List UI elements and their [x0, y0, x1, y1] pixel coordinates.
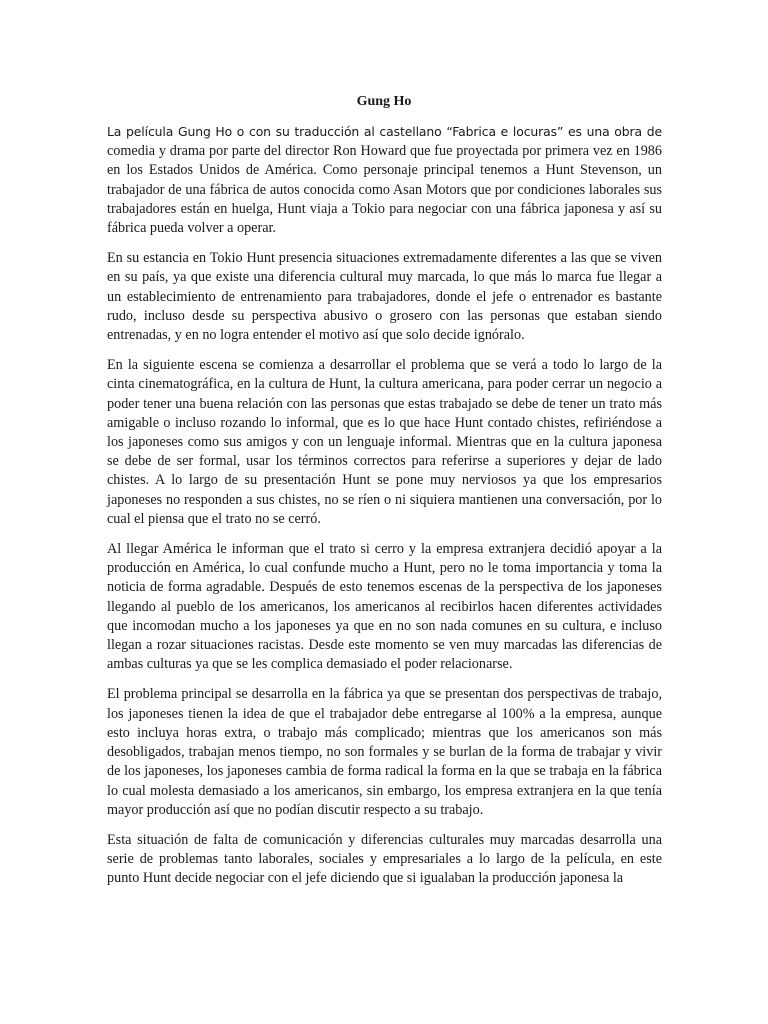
document-title: Gung Ho — [356, 94, 412, 109]
paragraph-1-intro: La película Gung Ho o con su traducción al castellano “Fabrica e locuras” es una obra de — [107, 124, 662, 139]
paragraph-1-rest: comedia y drama por parte del director Ron Howard que fue proyectada por primera vez en 1986 en los Estados Unidos de América. Como personaje principal tenemos a Hunt Stevenson, un trabajador de una fábrica de autos conocida como Asan Motors que por condiciones laborales sus trabajadores están en huelga, Hunt viaja a Tokio para negociar con una fábrica japonesa y así su fábrica pueda volver a operar. — [107, 143, 662, 237]
paragraph-4: Al llegar América le informan que el trato si cerro y la empresa extranjera decidió apoyar a la producción en América, lo cual confunde mucho a Hunt, pero no le toma importancia y toma la noticia de forma agradable. Después de esto tenemos escenas de la perspectiva de los japoneses llegando al pueblo de los americanos, los americanos al recibirlos hacen diferentes actividades que incomodan mucho a los japoneses ya que en no son nada comunes en su cultura, e incluso llegan a rozar situaciones racistas. Desde este momento se ven muy marcadas las diferencias de ambas culturas ya que se les complica demasiado el poder relacionarse. — [107, 541, 662, 673]
paragraph-2: En su estancia en Tokio Hunt presencia situaciones extremadamente diferentes a las que se viven en su país, ya que existe una diferencia cultural muy marcada, lo que más lo marca fue llegar a un establecimiento de entrenamiento para trabajadores, donde el jefe o entrenador es bastante rudo, incluso desde su perspectiva abusivo o grosero con las personas que estaban siendo entrenadas, y en no logra entender el motivo así que solo decide ignóralo. — [107, 250, 662, 344]
document-body — [107, 122, 662, 889]
paragraph-3: En la siguiente escena se comienza a desarrollar el problema que se verá a todo lo largo de la cinta cinematográfica, en la cultura de Hunt, la cultura americana, para poder cerrar un negocio a poder tener una buena relación con las personas que estas trabajado se debe de tener un trato más amigable o incluso rozando lo informal, que es lo que hace Hunt contado chistes, refiriéndose a los japoneses como sus amigos y con un lenguaje informal. Mientras que en la cultura japonesa se debe de ser formal, usar los términos correctos para referirse a superiores y dejar de lado chistes. A lo largo de su presentación Hunt se pone muy nerviosos ya que los empresarios japoneses no responden a sus chistes, no se ríen o ni siquiera mantienen una conversación, por lo cual el piensa que el trato no se cerró. — [107, 357, 662, 527]
paragraph-5: El problema principal se desarrolla en la fábrica ya que se presentan dos perspectivas de trabajo, los japoneses tienen la idea de que el trabajador debe entregarse al 100% a la empresa, aunque esto incluya horas extra, o trabajo más complicado; mientras que los americanos son más desobligados, trabajan menos tiempo, no son formales y se burlan de la forma de trabajar y vivir de los japoneses, los japoneses cambia de forma radical la forma en la que se trabaja en la fábrica lo cual molesta demasiado a los americanos, sin embargo, los empresa extranjera en la que tenía mayor producción así que no podían discutir respecto a su trabajo. — [107, 686, 662, 818]
paragraph-6: Esta situación de falta de comunicación y diferencias culturales muy marcadas desarrolla una serie de problemas tanto laborales, sociales y empresariales a lo largo de la película, en este punto Hunt decide negociar con el jefe diciendo que si igualaban la producción japonesa la — [107, 831, 662, 887]
paragraph-1 — [107, 122, 662, 238]
